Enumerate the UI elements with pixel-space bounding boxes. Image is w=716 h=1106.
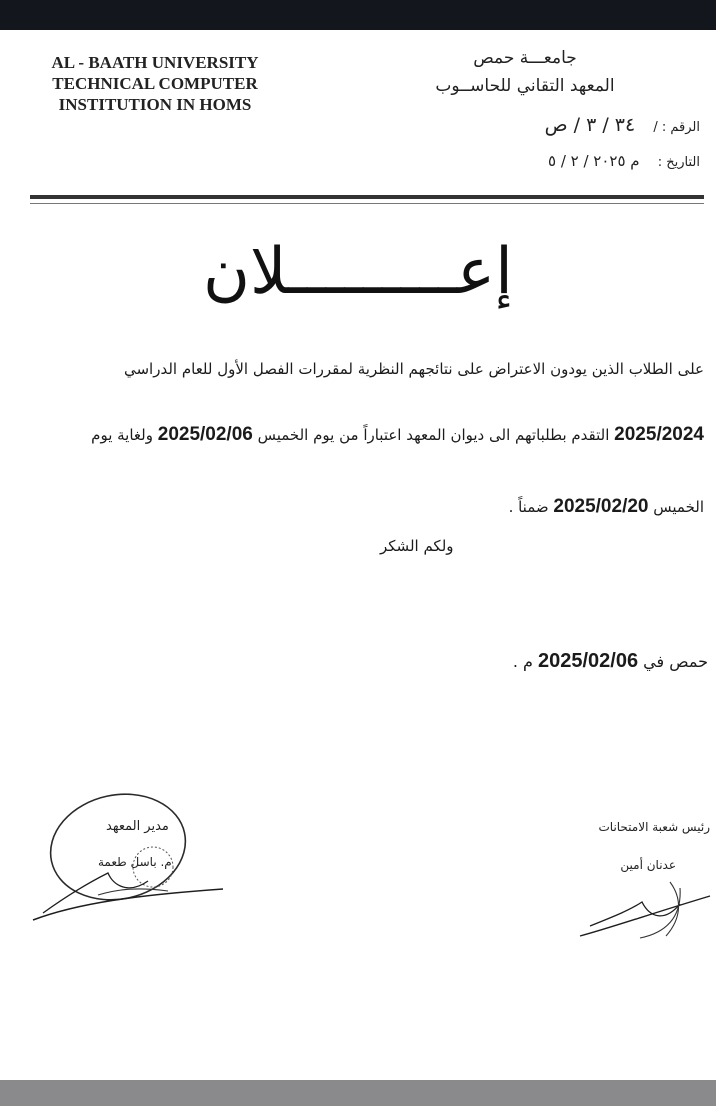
letterhead-ar-line-2: المعهد التقاني للحاســوب: [435, 76, 615, 96]
reference-date: [548, 152, 700, 170]
letterhead-en-line-3: INSTITUTION IN HOMS: [58, 95, 252, 114]
director-name: م. باسل طعمة: [98, 855, 172, 869]
letterhead-en-line-2: TECHNICAL COMPUTER: [52, 74, 258, 93]
bottom-navigation-bar: [0, 1080, 716, 1106]
reference-number-value: ٣٤ / ٣ / ص: [544, 114, 636, 136]
header-divider-thick: [30, 195, 704, 199]
arabic-letterhead: [410, 44, 640, 100]
start-date: 2025/02/06: [157, 424, 253, 445]
director-signature-block: [18, 785, 238, 935]
exams-head-name: عدنان أمين: [620, 858, 676, 872]
body-line-2: [91, 424, 704, 446]
letterhead-en-line-1: AL - BAATH UNIVERSITY: [51, 53, 259, 72]
end-date: 2025/02/20: [553, 496, 649, 517]
top-status-bar: [0, 0, 716, 30]
academic-year: 2025/2024: [614, 424, 704, 445]
english-letterhead: [30, 52, 280, 115]
header-divider-thin: [30, 203, 704, 204]
reference-number: [545, 114, 700, 136]
exams-head-role: رئيس شعبة الامتحانات: [598, 820, 710, 834]
place-prefix: حمص في: [638, 652, 708, 671]
closing-thanks: ولكم الشكر: [380, 537, 454, 555]
director-role: مدير المعهد: [106, 819, 169, 834]
body-line-3-text-a: الخميس: [648, 498, 704, 516]
body-line-1: على الطلاب الذين يودون الاعتراض على نتائجهم النظرية لمقررات الفصل الأول للعام الدراسي: [123, 360, 704, 378]
exams-head-signature-graphic: [570, 818, 716, 968]
body-line-2-text-a: التقدم بطلباتهم الى ديوان المعهد اعتباراً من يوم الخميس: [252, 426, 615, 444]
body-line-2-text-b: ولغاية يوم: [91, 426, 158, 444]
reference-number-label: الرقم : /: [653, 120, 700, 135]
reference-date-value: م ٢٠٢٥ / ٢ / ٥: [547, 152, 640, 170]
body-line-3: [509, 496, 704, 518]
announcement-title: إعـــــــــلان: [203, 235, 513, 309]
reference-date-label: التاريخ :: [657, 155, 700, 170]
letterhead-ar-line-1: جامعـــة حمص: [473, 48, 577, 68]
body-line-3-text-b: ضمناً .: [508, 498, 554, 516]
exams-head-signature-block: [570, 818, 716, 968]
place-and-date: [513, 650, 708, 673]
issue-date: 2025/02/06: [537, 650, 639, 672]
place-suffix: م .: [512, 652, 538, 671]
